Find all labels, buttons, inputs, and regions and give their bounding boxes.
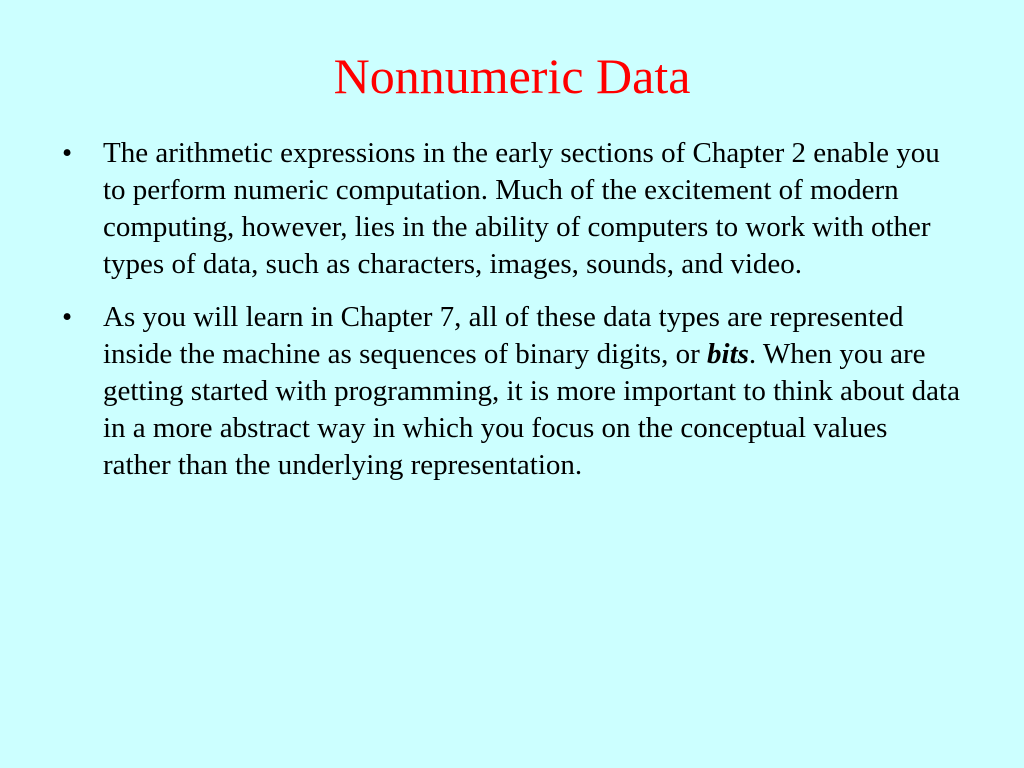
bullet-text-before: As you will learn in Chapter 7, all of these data types are represented inside the machine as sequences of binary digits, or — [103, 301, 904, 370]
bullet-icon: • — [62, 301, 73, 333]
bullet-item-binary-digits — [62, 299, 962, 484]
bullet-text-after: . When you are getting started with programming, it is more important to think about data in a more abstract way in which you focus on the conceptual values rather than the underlying representation. — [103, 338, 960, 481]
bits-emphasis: bits — [707, 338, 749, 370]
bullet-text: The arithmetic expressions in the early sections of Chapter 2 enable you to perform numeric computation. Much of the excitement of modern computing, however, lies in the ability of computers to work with other types of data, such as characters, images, sounds, and video. — [103, 137, 940, 280]
bullet-item-arithmetic — [62, 135, 962, 283]
slide-title: Nonnumeric Data — [333, 48, 691, 104]
bullet-icon: • — [62, 137, 73, 169]
bullet-list — [62, 135, 962, 500]
